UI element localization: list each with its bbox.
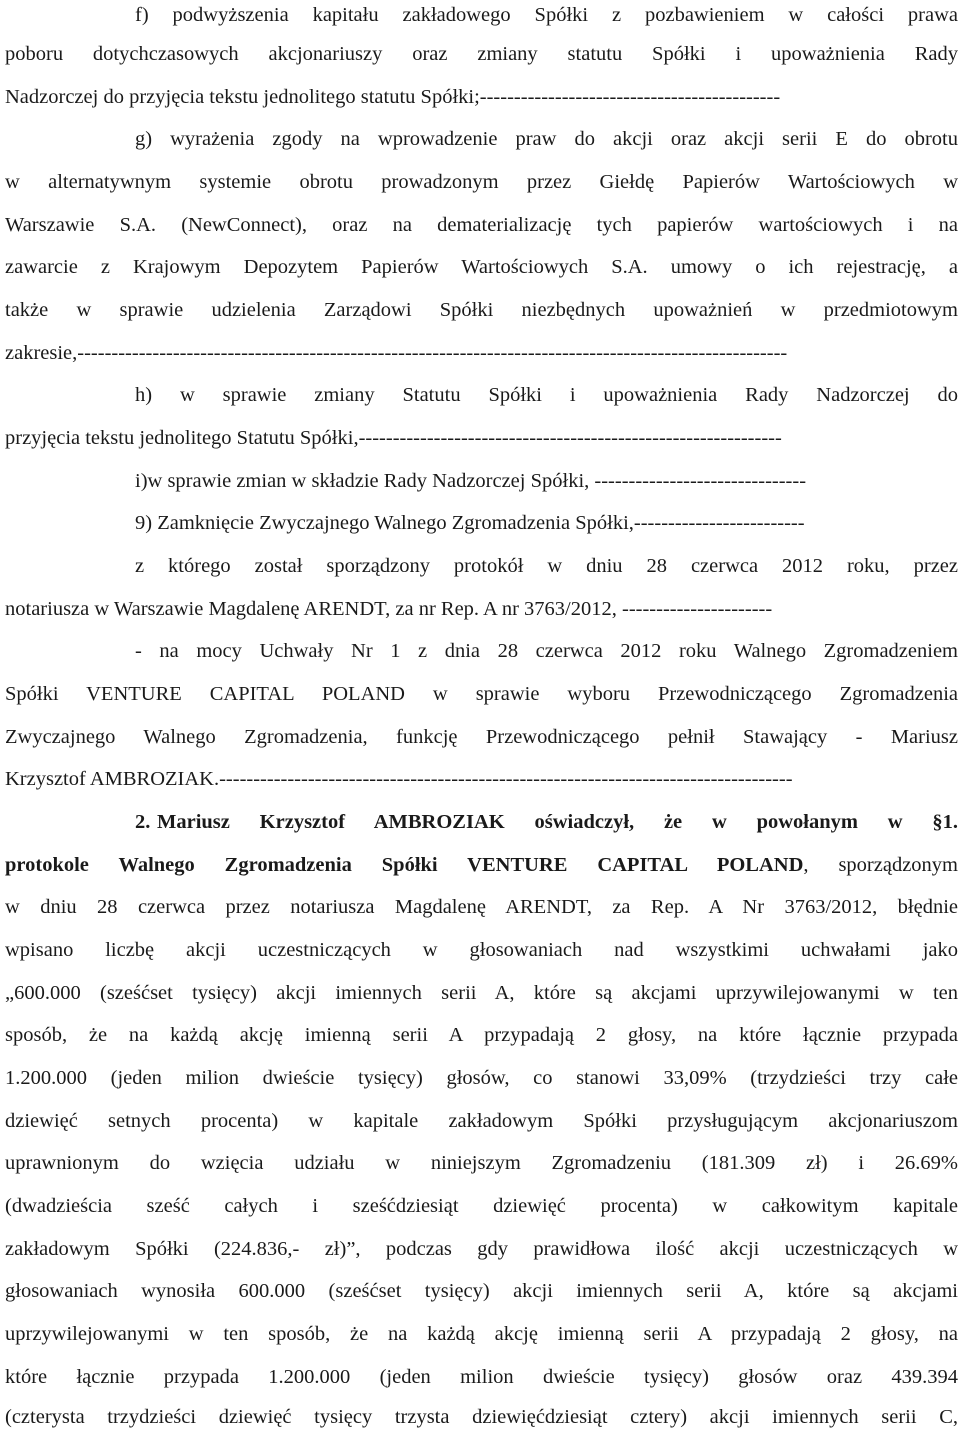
text-line: Spółki VENTURE CAPITAL POLAND w sprawie wyboru Przewodniczącego Zgromadzenia <box>5 683 958 705</box>
text-line: i)w sprawie zmian w składzie Rady Nadzorczej Spółki, ------------------------------- <box>135 470 807 492</box>
text-line: w alternatywnym systemie obrotu prowadzonym przez Giełdę Papierów Wartościowych w <box>5 171 958 193</box>
text-line: - na mocy Uchwały Nr 1 z dnia 28 czerwca 2012 roku Walnego Zgromadzeniem <box>135 640 958 662</box>
section-number: 2. <box>135 811 151 833</box>
text-line: uprzywilejowanymi w ten sposób, że na każdą akcję imienną serii A przypadają 2 głosy, na <box>5 1323 958 1345</box>
text-line: Nadzorczej do przyjęcia tekstu jednolitego statutu Spółki;-------------------------------------------- <box>5 86 781 108</box>
text-line: zawarcie z Krajowym Depozytem Papierów Wartościowych S.A. umowy o ich rejestrację, a <box>5 256 958 278</box>
text-line: notariusza w Warszawie Magdalenę ARENDT, za nr Rep. A nr 3763/2012, ---------------------- <box>5 598 773 620</box>
section-2-line-2 <box>5 850 958 880</box>
protocol-title: protokole Walnego Zgromadzenia Spółki VENTURE CAPITAL POLAND <box>5 854 804 876</box>
text-line: 1.200.000 (jeden milion dwieście tysięcy) głosów, co stanowi 33,09% (trzydzieści trzy całe <box>5 1067 958 1089</box>
text-line: 9) Zamknięcie Zwyczajnego Walnego Zgromadzenia Spółki,------------------------- <box>135 512 805 534</box>
text-line: Zwyczajnego Walnego Zgromadzenia, funkcję Przewodniczącego pełnił Stawający - Mariusz <box>5 726 958 748</box>
text-line: zakładowym Spółki (224.836,- zł)”, podczas gdy prawidłowa ilość akcji uczestniczących w <box>5 1238 958 1260</box>
text-line: uprawnionym do wzięcia udziału w niniejszym Zgromadzeniu (181.309 zł) i 26.69% <box>5 1152 958 1174</box>
section-2-intro: Mariusz Krzysztof AMBROZIAK oświadczył, że w powołanym w <box>157 811 903 833</box>
text-line: (dwadzieścia sześć całych i sześćdziesiąt dziewięć procenta) w całkowitym kapitale <box>5 1195 958 1217</box>
text-line: w dniu 28 czerwca przez notariusza Magdalenę ARENDT, za Rep. A Nr 3763/2012, błędnie <box>5 896 958 918</box>
text-line: wpisano liczbę akcji uczestniczących w głosowaniach nad wszystkimi uchwałami jako <box>5 939 958 961</box>
text-line: z którego został sporządzony protokół w dniu 28 czerwca 2012 roku, przez <box>135 555 958 577</box>
protocol-title-rest: , sporządzonym <box>803 854 958 876</box>
text-line: także w sprawie udzielenia Zarządowi Spółki niezbędnych upoważnień w przedmiotowym <box>5 299 958 321</box>
text-line: (czterysta trzydzieści dziewięć tysięcy trzysta dziewięćdziesiąt cztery) akcji imiennych serii C, <box>5 1406 958 1428</box>
text-line: sposób, że na każdą akcję imienną serii A przypadają 2 głosy, na które łącznie przypada <box>5 1024 958 1046</box>
text-line: przyjęcia tekstu jednolitego Statutu Spółki,-------------------------------------------------------------- <box>5 427 782 449</box>
section-2-heading <box>5 807 958 837</box>
text-line: h) w sprawie zmiany Statutu Spółki i upoważnienia Rady Nadzorczej do <box>135 384 958 406</box>
text-line: poboru dotychczasowych akcjonariuszy oraz zmiany statutu Spółki i upoważnienia Rady <box>5 43 958 65</box>
text-line: głosowaniach wynosiła 600.000 (sześćset tysięcy) akcji imiennych serii A, które są akcjami <box>5 1280 958 1302</box>
text-line: dziewięć setnych procenta) w kapitale zakładowym Spółki przysługującym akcjonariuszom <box>5 1110 958 1132</box>
text-line: g) wyrażenia zgody na wprowadzenie praw do akcji oraz akcji serii E do obrotu <box>135 128 958 150</box>
text-line: „600.000 (sześćset tysięcy) akcji imiennych serii A, które są akcjami uprzywilejowanymi w ten <box>5 982 958 1004</box>
text-line: zakresie,-------------------------------------------------------------------------------------------------------- <box>5 342 788 364</box>
text-line: Warszawie S.A. (NewConnect), oraz na dematerializację tych papierów wartościowych i na <box>5 214 958 236</box>
section-sign: §1. <box>932 811 958 833</box>
text-line: Krzysztof AMBROZIAK.------------------------------------------------------------------------------------ <box>5 768 793 790</box>
text-line: które łącznie przypada 1.200.000 (jeden milion dwieście tysięcy) głosów oraz 439.394 <box>5 1366 958 1388</box>
text-line: f) podwyższenia kapitału zakładowego Spółki z pozbawieniem w całości prawa <box>135 4 958 26</box>
